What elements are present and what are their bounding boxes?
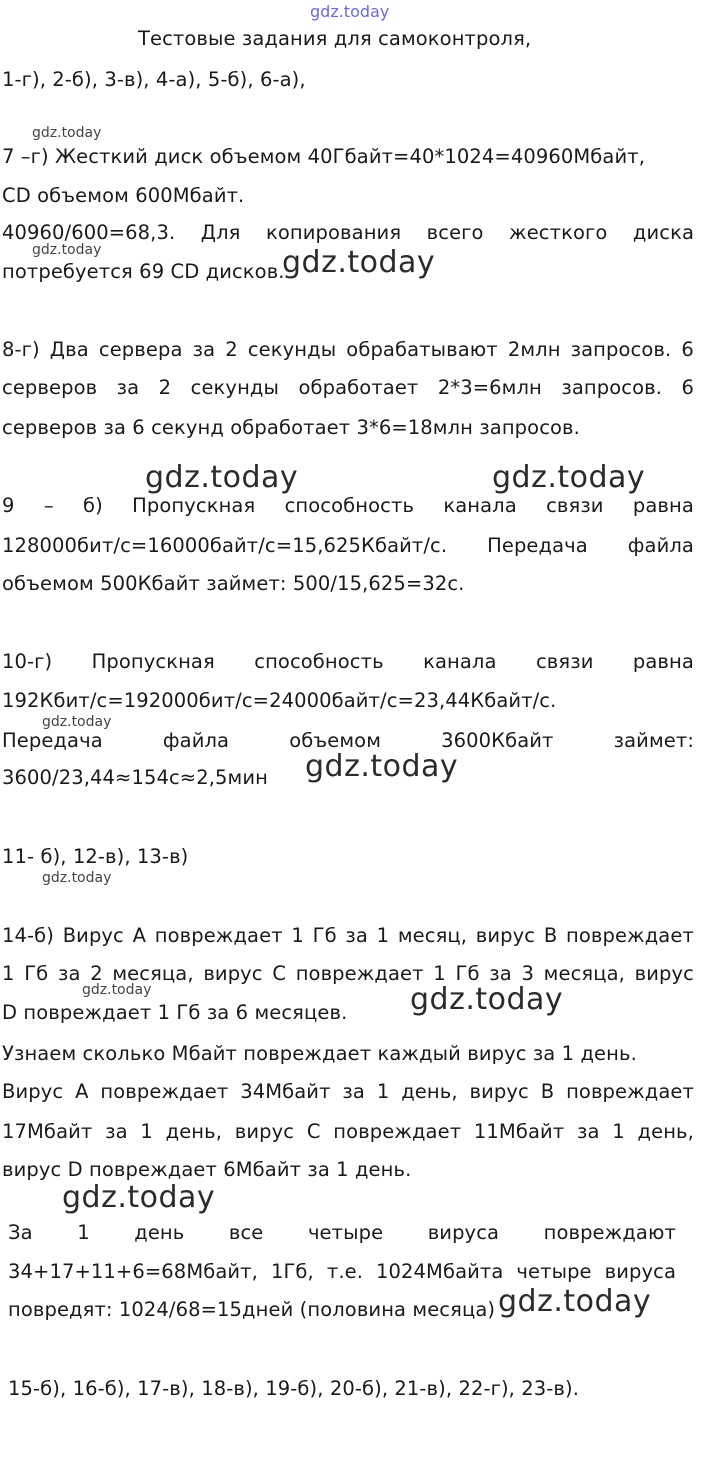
word: 34+17+11+6=68Мбайт, [8, 1260, 258, 1283]
word: 8-г) [2, 338, 40, 361]
answers-1-6: 1-г), 2-б), 3-в), 4-а), 5-б), 6-а), [2, 68, 306, 91]
word: А [132, 924, 147, 947]
word: обработает [298, 376, 419, 399]
word: А [75, 1080, 89, 1103]
word: 1 [2, 962, 15, 985]
word: за [116, 376, 140, 399]
word: т.е. [326, 1260, 364, 1283]
word: 40960/600=68,3. [2, 221, 176, 244]
word: равна [632, 494, 694, 517]
word: Два [49, 338, 89, 361]
q14-line-1 [2, 924, 694, 948]
q8-line-2 [2, 376, 694, 400]
q14-line-3: D повреждает 1 Гб за 6 месяцев. [2, 1001, 348, 1024]
word: канала [423, 650, 497, 673]
word: Пропускная [132, 494, 256, 517]
q8-line-1 [2, 338, 694, 362]
word: 10-г) [2, 650, 53, 673]
q9-line-1 [2, 494, 694, 518]
word: день, [401, 1080, 458, 1103]
word: 6 [681, 376, 694, 399]
q8-line-3: серверов за 6 секунд обработает 3*6=18млн запросов. [2, 416, 580, 439]
word: повреждает [100, 1080, 229, 1103]
word: объемом [289, 729, 382, 752]
word: вирус [475, 924, 536, 947]
watermark: gdz.today [410, 982, 564, 1017]
word: Передача [2, 729, 103, 752]
word: за [489, 962, 512, 985]
word: запросов. [570, 338, 672, 361]
watermark: gdz.today [42, 870, 112, 886]
word: В [543, 924, 558, 947]
word: вируса [604, 1260, 676, 1283]
word: день [134, 1221, 185, 1244]
word: канала [443, 494, 517, 517]
word: 1Гб, [270, 1260, 314, 1283]
word: 1 [291, 924, 304, 947]
word: равна [632, 650, 694, 673]
q7-line-3 [2, 221, 694, 245]
word: Вирус [62, 924, 124, 947]
watermark: gdz.today [82, 982, 152, 998]
word: Гб [312, 924, 337, 947]
word: 128000бит/с=16000байт/с=15,625Кбайт/с. [2, 534, 448, 557]
word: 1 [376, 1080, 390, 1103]
word: секунды [247, 338, 337, 361]
q10-line-2: 192Кбит/с=192000бит/с=24000байт/с=23,44Кбайт/с. [2, 689, 557, 712]
word: Гб [24, 962, 49, 985]
word: вирус [203, 962, 263, 985]
word: Для [200, 221, 241, 244]
word: Гб [455, 962, 480, 985]
word: 1 [376, 924, 390, 947]
word: За [8, 1221, 33, 1244]
word: 2*3=6млн [437, 376, 542, 399]
word: займет: [613, 729, 694, 752]
q14-line-10: повредят: 1024/68=15дней (половина месяца) [8, 1298, 496, 1321]
word: серверов [2, 376, 98, 399]
watermark: gdz.today [42, 714, 112, 730]
word: за [192, 338, 216, 361]
word: день, [637, 1120, 694, 1143]
word: Вирус [2, 1080, 64, 1103]
word: 1024Мбайта [376, 1260, 504, 1283]
word: 14-б) [2, 924, 54, 947]
q10-line-4: 3600/23,44≈154с≈2,5мин [2, 766, 268, 789]
word: вирус [634, 962, 694, 985]
word: обрабатывают [346, 338, 498, 361]
watermark: gdz.today [145, 460, 299, 495]
q14-line-4: Узнаем сколько Мбайт повреждает каждый вирус за 1 день. [2, 1042, 637, 1065]
word: Передача [487, 534, 588, 557]
word: диска [632, 221, 694, 244]
word: месяца, [543, 962, 625, 985]
watermark: gdz.today [32, 125, 102, 141]
word: секунды [190, 376, 280, 399]
word: 2 [90, 962, 103, 985]
word: В [540, 1080, 555, 1103]
q7-line-2: CD объемом 600Мбайт. [2, 184, 245, 207]
word: за [342, 1080, 365, 1103]
word: повреждает [333, 1120, 462, 1143]
q9-line-3: объемом 500Кбайт займет: 500/15,625=32с. [2, 572, 465, 595]
answers-11-13: 11- б), 12-в), 13-в) [2, 845, 189, 868]
word: всего [426, 221, 484, 244]
q9-line-2 [2, 534, 694, 558]
word: 2млн [507, 338, 561, 361]
q7-line-1: 7 –г) Жесткий диск объемом 40Гбайт=40*1024=40960Мбайт, [2, 145, 645, 168]
watermark: gdz.today [282, 245, 436, 280]
word: 6 [681, 338, 694, 361]
word: все [228, 1221, 264, 1244]
word: способность [254, 650, 384, 673]
word: 34Мбайт [240, 1080, 331, 1103]
word: повреждает [566, 1080, 694, 1103]
q14-line-8 [8, 1221, 676, 1245]
q10-line-1 [2, 650, 694, 674]
word: повреждает [566, 924, 694, 947]
word: 1 [77, 1221, 90, 1244]
word: за [105, 1120, 128, 1143]
word: файла [162, 729, 230, 752]
word: за [345, 924, 368, 947]
watermark: gdz.today [498, 1284, 652, 1319]
q7-line-4: потребуется 69 CD дисков. [2, 260, 285, 283]
word: 2 [225, 338, 238, 361]
word: С [272, 962, 287, 985]
word: повреждает [295, 962, 424, 985]
q14-line-5 [2, 1080, 694, 1104]
word: день, [165, 1120, 223, 1143]
word: за [57, 962, 81, 985]
watermark: gdz.today [32, 242, 102, 258]
word: – [43, 494, 54, 517]
word: за [577, 1120, 600, 1143]
word: повреждают [543, 1221, 676, 1244]
word: запросов. [561, 376, 662, 399]
answers-15-23: 15-б), 16-б), 17-в), 18-в), 19-б), 20-б), 21-в), 22-г), 23-в). [8, 1377, 580, 1400]
watermark: gdz.today [62, 1180, 216, 1215]
word: связи [535, 650, 594, 673]
q10-line-3 [2, 729, 694, 753]
watermark: gdz.today [492, 460, 646, 495]
q14-line-2 [2, 962, 694, 986]
word: 17Мбайт [2, 1120, 93, 1143]
word: месяца, [112, 962, 194, 985]
word: С [306, 1120, 321, 1143]
page-title: Тестовые задания для самоконтроля, [138, 27, 532, 50]
word: файла [627, 534, 694, 557]
word: месяц, [397, 924, 468, 947]
word: б) [82, 494, 103, 517]
word: повреждает [154, 924, 283, 947]
word: связи [546, 494, 604, 517]
word: вирус [469, 1080, 529, 1103]
word: четыре [516, 1260, 592, 1283]
word: 11Мбайт [473, 1120, 565, 1143]
word: 1 [612, 1120, 625, 1143]
word: 9 [2, 494, 15, 517]
word: сервера [98, 338, 183, 361]
q14-line-6 [2, 1120, 694, 1144]
word: копирования [266, 221, 402, 244]
q14-line-7: вирус D повреждает 6Мбайт за 1 день. [2, 1158, 412, 1181]
word: способность [284, 494, 415, 517]
watermark-top: gdz.today [310, 2, 390, 21]
watermark: gdz.today [305, 749, 459, 784]
word: жесткого [509, 221, 608, 244]
word: Пропускная [91, 650, 215, 673]
q14-line-9 [8, 1260, 676, 1284]
word: вируса [427, 1221, 500, 1244]
word: 2 [158, 376, 172, 399]
word: 1 [433, 962, 446, 985]
word: 3 [521, 962, 534, 985]
word: вирус [234, 1120, 295, 1143]
word: 1 [140, 1120, 153, 1143]
word: 3600Кбайт [441, 729, 554, 752]
word: четыре [307, 1221, 384, 1244]
